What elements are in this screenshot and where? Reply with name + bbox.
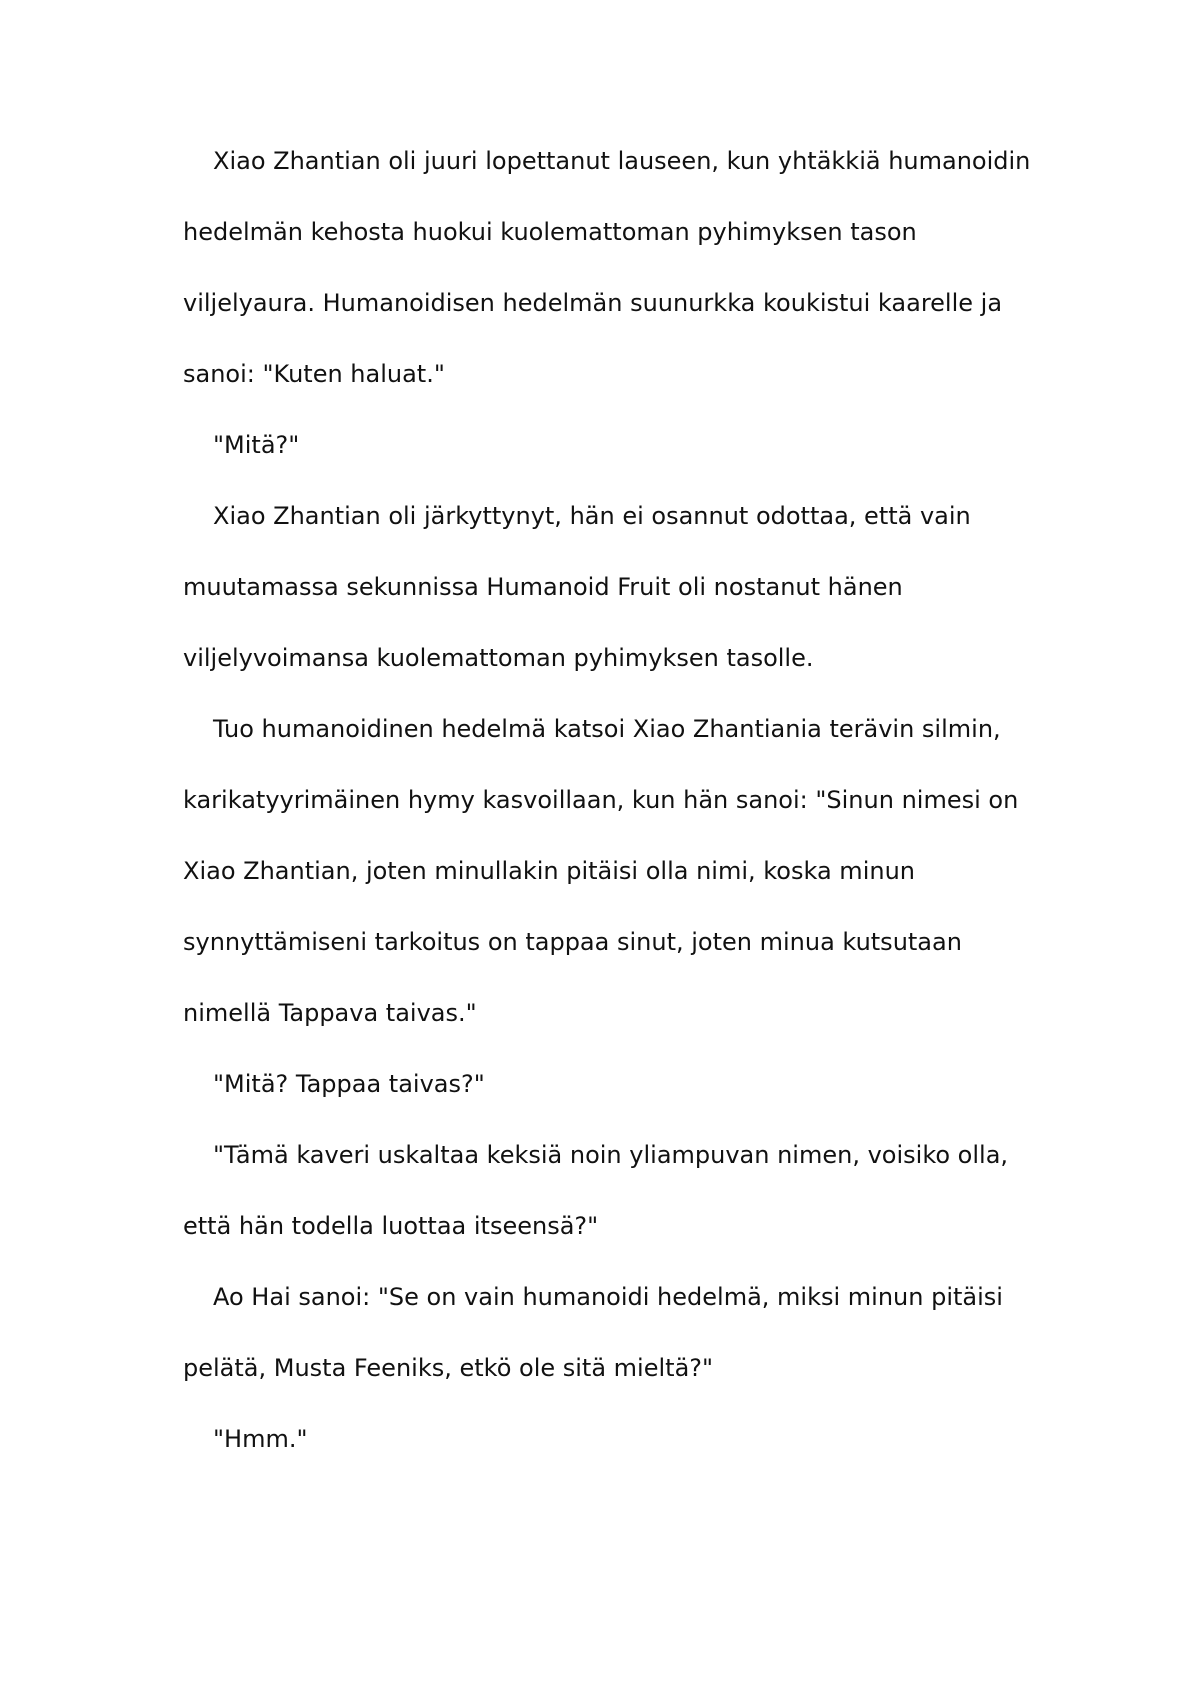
paragraph: Xiao Zhantian oli järkyttynyt, hän ei osannut odottaa, että vain muutamassa sekunnissa Humanoid Fruit oli nostanut hänen viljelyvoimansa kuolemattoman pyhimyksen tasolle. xyxy=(183,502,971,672)
paragraph: "Hmm." xyxy=(213,1425,308,1453)
paragraph: "Mitä? Tappaa taivas?" xyxy=(213,1070,485,1098)
paragraph: "Tämä kaveri uskaltaa keksiä noin yliampuvan nimen, voisiko olla, että hän todella luottaa itseensä?" xyxy=(183,1141,1009,1240)
body-text xyxy=(183,126,1043,1475)
paragraph: "Mitä?" xyxy=(213,431,300,459)
paragraph: Xiao Zhantian oli juuri lopettanut lauseen, kun yhtäkkiä humanoidin hedelmän kehosta huokui kuolemattoman pyhimyksen tason viljelyaura. Humanoidisen hedelmän suunurkka koukistui kaarelle ja sanoi: "Kuten haluat." xyxy=(183,147,1031,388)
paragraph: Tuo humanoidinen hedelmä katsoi Xiao Zhantiania terävin silmin, karikatyyrimäinen hymy kasvoillaan, kun hän sanoi: "Sinun nimesi on Xiao Zhantian, joten minullakin pitäisi olla nimi, koska minun synnyttämiseni tarkoitus on tappaa sinut, joten minua kutsutaan nimellä Tappava taivas." xyxy=(183,715,1019,1027)
paragraph: Ao Hai sanoi: "Se on vain humanoidi hedelmä, miksi minun pitäisi pelätä, Musta Feeniks, etkö ole sitä mieltä?" xyxy=(183,1283,1003,1382)
